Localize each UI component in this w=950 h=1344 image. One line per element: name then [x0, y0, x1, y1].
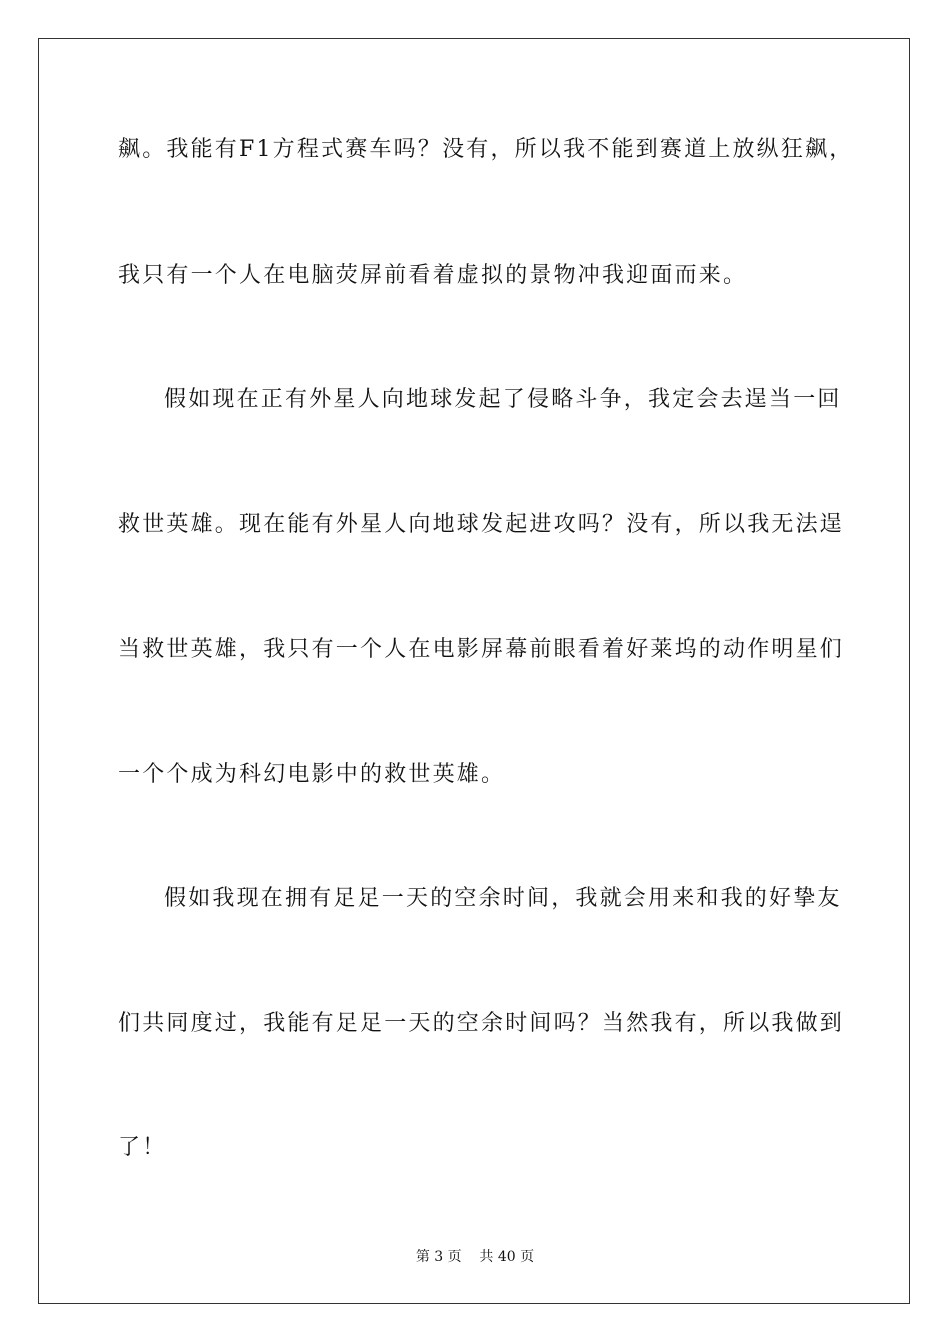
text-line-2: 我只有一个人在电脑荧屏前看着虚拟的景物冲我迎面而来。 — [118, 263, 748, 288]
text-line-7-paragraph-start: 假如我现在拥有足足一天的空余时间，我就会用来和我的好挚友 — [164, 886, 842, 911]
text-line-8: 们共同度过，我能有足足一天的空余时间吗？当然我有，所以我做到 — [118, 1011, 845, 1036]
text-line-5: 当救世英雄，我只有一个人在电影屏幕前眼看着好莱坞的动作明星们 — [118, 637, 845, 662]
text-line-9: 了！ — [118, 1135, 167, 1160]
text-line-1: 飙。我能有F1方程式赛车吗？没有，所以我不能到赛道上放纵狂飙， — [118, 137, 854, 162]
text-line-4: 救世英雄。现在能有外星人向地球发起进攻吗？没有，所以我无法逞 — [118, 512, 845, 537]
page-border — [38, 38, 910, 1304]
text-line-6: 一个个成为科幻电影中的救世英雄。 — [118, 762, 506, 787]
text-line-3-paragraph-start: 假如现在正有外星人向地球发起了侵略斗争，我定会去逞当一回 — [164, 387, 842, 412]
page-number-footer: 第 3 页 共 40 页 — [415, 1249, 535, 1265]
